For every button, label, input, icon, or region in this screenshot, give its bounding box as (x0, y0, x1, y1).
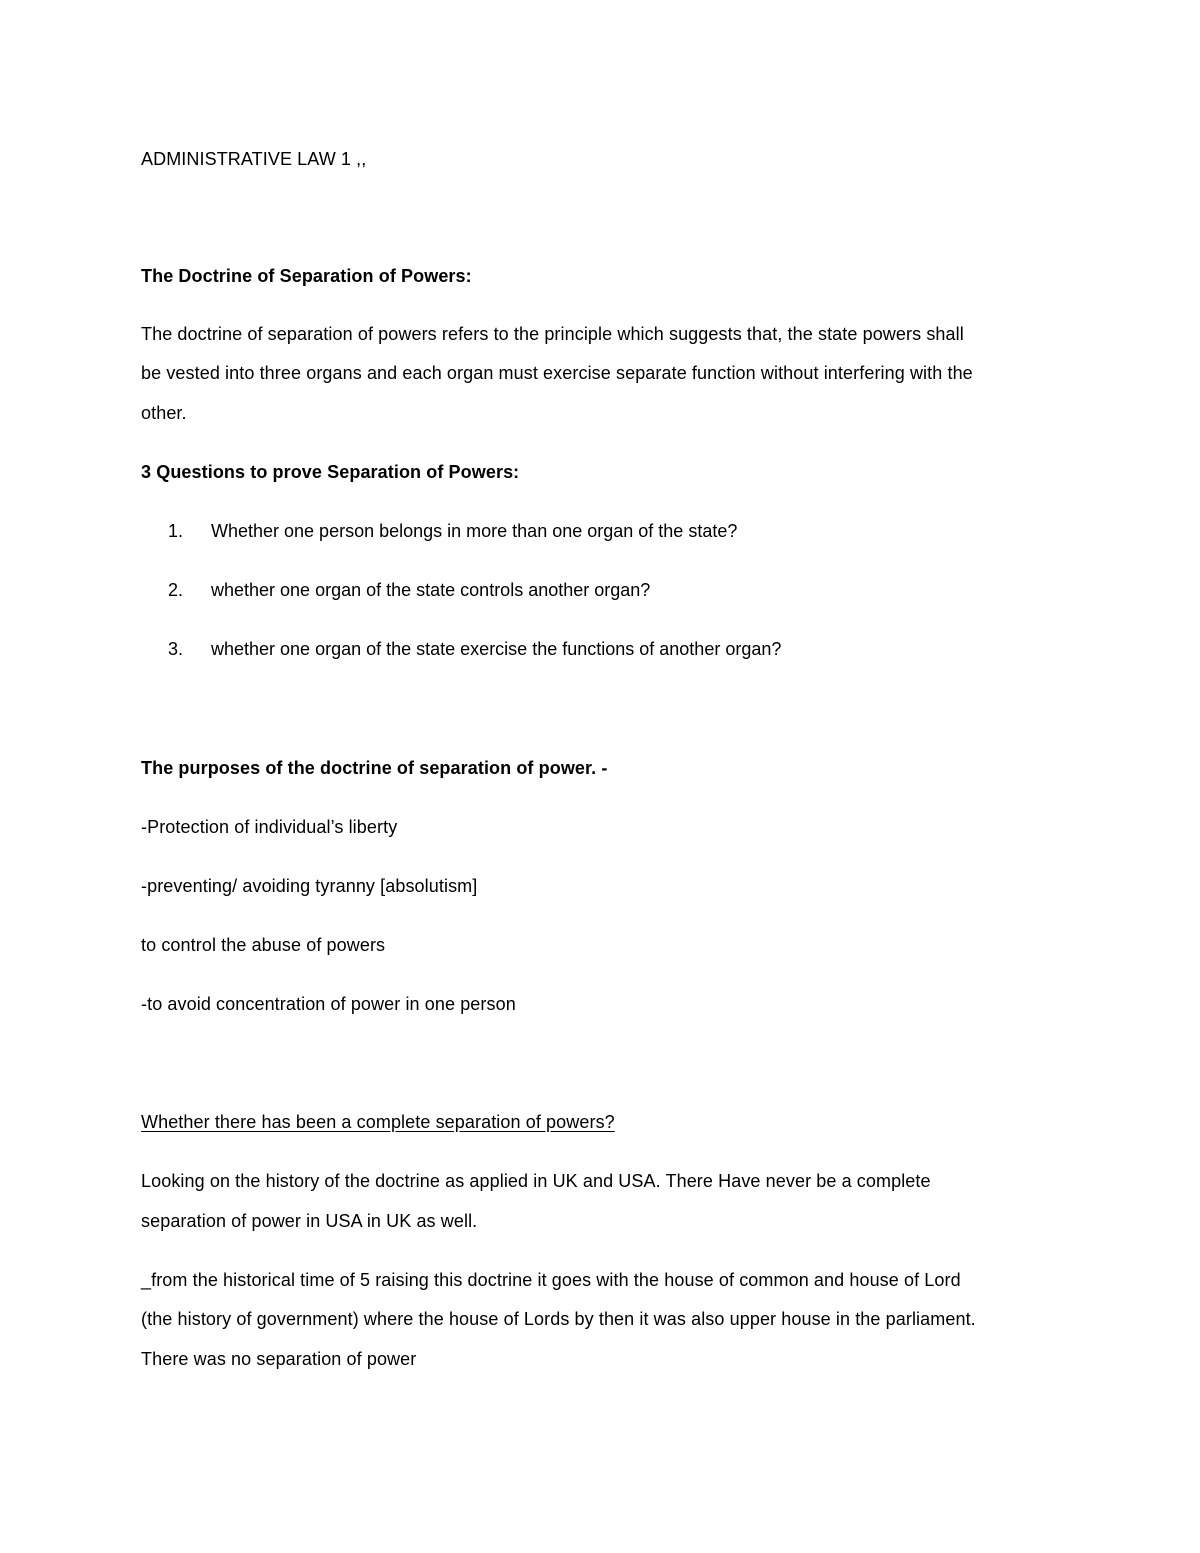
list-item: Whether one person belongs in more than one organ of the state? (211, 521, 738, 541)
paragraph-line: (the history of government) where the house of Lords by then it was also upper house in the parliament. (141, 1309, 976, 1329)
paragraph-line: be vested into three organs and each organ must exercise separate function without interfering with the (141, 363, 973, 383)
list-number: 2. (168, 580, 184, 600)
section-heading-purposes: The purposes of the doctrine of separation of power. - (141, 758, 608, 778)
paragraph-line: other. (141, 403, 187, 423)
document-title: ADMINISTRATIVE LAW 1 ,, (141, 149, 367, 169)
purpose-point: -to avoid concentration of power in one person (141, 994, 516, 1014)
paragraph-line: There was no separation of power (141, 1349, 417, 1369)
section-heading-complete-separation: Whether there has been a complete separation of powers? (141, 1112, 615, 1132)
list-item: whether one organ of the state exercise the functions of another organ? (211, 639, 782, 659)
purpose-point: -Protection of individual’s liberty (141, 817, 398, 837)
paragraph-line: _from the historical time of 5 raising this doctrine it goes with the house of common and house of Lord (141, 1270, 961, 1290)
list-number: 3. (168, 639, 184, 659)
section-heading-doctrine: The Doctrine of Separation of Powers: (141, 266, 472, 286)
list-item: whether one organ of the state controls another organ? (211, 580, 651, 600)
paragraph-line: The doctrine of separation of powers refers to the principle which suggests that, the state powers shall (141, 324, 964, 344)
purpose-point: to control the abuse of powers (141, 935, 386, 955)
paragraph-line: separation of power in USA in UK as well. (141, 1211, 478, 1231)
section-heading-questions: 3 Questions to prove Separation of Powers: (141, 462, 520, 482)
list-number: 1. (168, 521, 184, 541)
purpose-point: -preventing/ avoiding tyranny [absolutism] (141, 876, 478, 896)
paragraph-line: Looking on the history of the doctrine as applied in UK and USA. There Have never be a complete (141, 1171, 931, 1191)
